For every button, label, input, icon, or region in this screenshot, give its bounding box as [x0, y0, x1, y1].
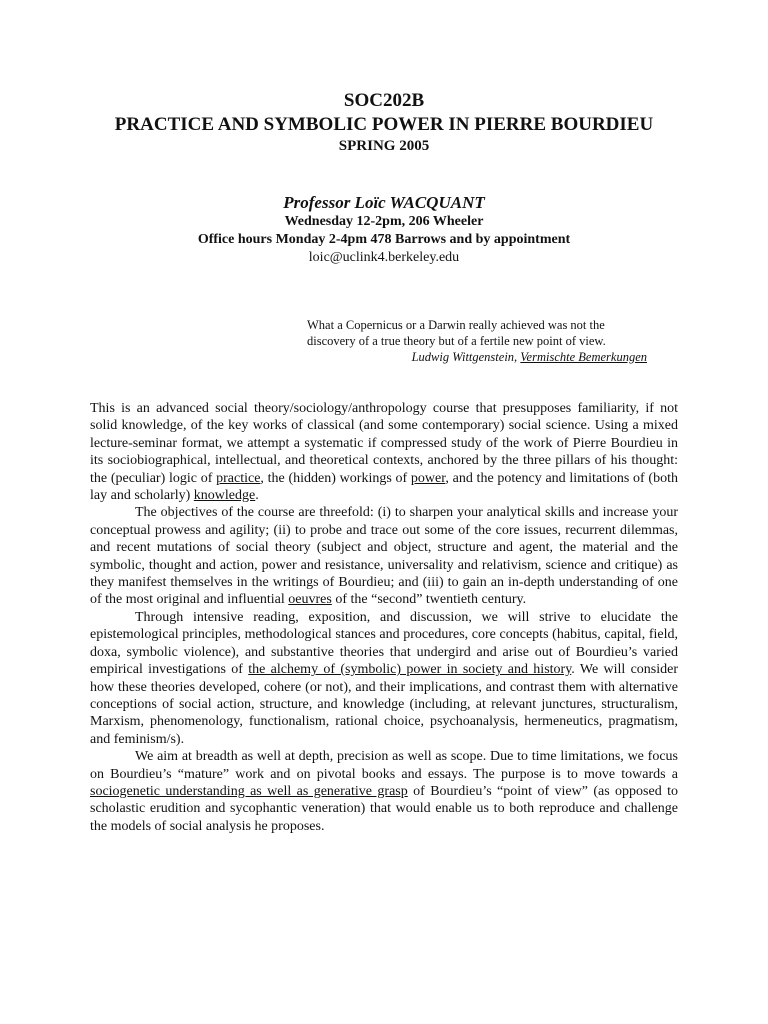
- text-run: We aim at breadth as well at depth, precision as well as scope. Due to time limitations, we focus on Bourdieu’s “mature” work and on pivotal books and essays. The purpose is to move towards a: [90, 749, 678, 782]
- office-hours: Office hours Monday 2-4pm 478 Barrows and by appointment: [197, 232, 571, 247]
- text-run: of Bourdieu’s “point of view” (as opposed to scholastic erudition and sycophantic veneration) that would enable us to both reproduce and challenge the models of social analysis he proposes.: [90, 783, 679, 834]
- professor-email: loic@uclink4.berkeley.edu: [308, 250, 460, 265]
- text-run: . We will consider how these theories developed, cohere (or not), and their implications, and contrast them with alternative conceptions of social action, structure, and knowledge (including, at relevant junctures, structuralism, Marxism, phenomenology, functionalism, rational choice, psychoanalysis, hermeneutics, pragmatism, and feminism/s).: [90, 662, 678, 747]
- course-term: SPRING 2005: [338, 138, 430, 154]
- underlined-term: power: [410, 470, 446, 486]
- text-run: This is an advanced social theory/sociology/anthropology course that presupposes familiarity, if not solid knowledge, of the key works of classical (and some contemporary) social science. Using a mixed lecture-seminar format, we attempt a systematic if compressed study of the work of Pierre Bourdieu in its sociobiographical, intellectual, and theoretical contexts, anchored by the three pillars of his thought: the (peculiar) logic of: [90, 401, 678, 486]
- paragraph-intro: [90, 400, 678, 504]
- professor-info: [0, 193, 768, 267]
- text-run: .: [255, 488, 259, 504]
- underlined-term: sociogenetic understanding as well as generative grasp: [90, 783, 408, 799]
- epigraph-work: Vermischte Bemerkungen: [520, 350, 647, 364]
- underlined-term: knowledge: [193, 488, 256, 504]
- underlined-term: oeuvres: [288, 592, 332, 608]
- underlined-term: practice: [216, 470, 261, 486]
- epigraph-attribution: [307, 349, 647, 365]
- class-schedule: Wednesday 12-2pm, 206 Wheeler: [284, 214, 484, 229]
- text-run: of the “second” twentieth century.: [331, 592, 527, 608]
- paragraph-objectives: [90, 504, 678, 608]
- paragraph-aims: [90, 748, 678, 835]
- epigraph: [307, 317, 647, 365]
- course-code: SOC202B: [343, 90, 425, 111]
- course-description: [90, 400, 678, 835]
- epigraph-quote: What a Copernicus or a Darwin really achieved was not the discovery of a true theory but of a fertile new point of view.: [307, 318, 606, 348]
- professor-name: Professor Loïc WACQUANT: [283, 193, 485, 212]
- text-run: Through intensive reading, exposition, and discussion, we will strive to elucidate the epistemological principles, methodological stances and procedures, core concepts (habitus, capital, field, doxa, symbolic violence), and substantive theories that undergird and arise out of Bourdieu’s varied empirical investigations of: [90, 609, 678, 678]
- epigraph-author: Ludwig Wittgenstein,: [411, 350, 518, 364]
- course-title: PRACTICE AND SYMBOLIC POWER IN PIERRE BOURDIEU: [114, 114, 654, 135]
- underlined-term: the alchemy of (symbolic) power in society and history: [248, 662, 572, 678]
- course-header: [0, 90, 768, 155]
- paragraph-method: [90, 609, 678, 748]
- text-run: The objectives of the course are threefold: (i) to sharpen your analytical skills and increase your conceptual prowess and agility; (ii) to probe and trace out some of the core issues, recurrent dilemmas, and recent mutations of social theory (subject and object, structure and agent, the material and the symbolic, thought and action, power and resistance, universality and relativism, science and critique) as they manifest themselves in the writings of Bourdieu; and (iii) to gain an in-depth understanding of one of the most original and influential: [90, 505, 678, 608]
- text-run: , and the potency and limitations of (both lay and scholarly): [90, 470, 678, 504]
- text-run: , the (hidden) workings of: [260, 470, 411, 486]
